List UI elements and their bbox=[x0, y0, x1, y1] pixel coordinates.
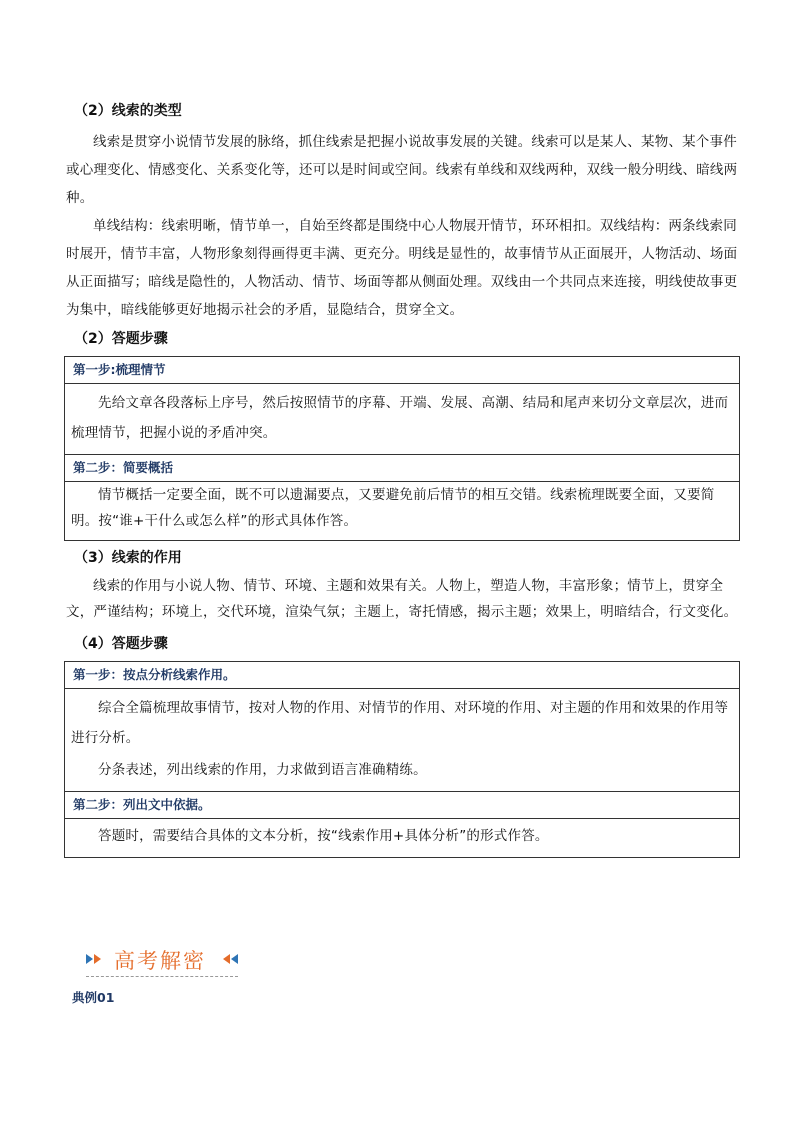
double-arrow-left-icon bbox=[231, 954, 238, 964]
section-heading-clue-types: （2）线索的类型 bbox=[74, 103, 182, 119]
step-body bbox=[65, 384, 739, 454]
step-title: 第二步：列出文中依据。 bbox=[65, 791, 739, 819]
section-heading-answer-steps-2: （4）答题步骤 bbox=[74, 636, 168, 652]
paragraph: 综合全篇梳理故事情节，按对人物的作用、对情节的作用、对环境的作用、对主题的作用和效果的作用等进行分析。 bbox=[71, 700, 729, 746]
steps-box bbox=[64, 356, 740, 541]
section-banner bbox=[86, 944, 238, 977]
document-body bbox=[64, 96, 740, 858]
paragraph: 线索是贯穿小说情节发展的脉络，抓住线索是把握小说故事发展的关键。线索可以是某人、某物、某个事件或心理变化、情感变化、关系变化等，还可以是时间或空间。线索有单线和双线两种，双线一般分明线、暗线两种。 bbox=[66, 134, 738, 206]
paragraph: 线索的作用与小说人物、情节、环境、主题和效果有关。人物上，塑造人物，丰富形象；情节上，贯穿全文，严谨结构；环境上，交代环境，渲染气氛；主题上，寄托情感，揭示主题；效果上，明暗结合，行文变化。 bbox=[66, 578, 738, 620]
double-arrow-left-icon bbox=[223, 954, 230, 964]
double-arrow-right-icon bbox=[86, 954, 93, 964]
step-title: 第一步：按点分析线索作用。 bbox=[65, 662, 739, 689]
paragraph: 分条表述，列出线索的作用，力求做到语言准确精练。 bbox=[98, 762, 427, 778]
step-title: 第一步:梳理情节 bbox=[65, 357, 739, 384]
steps-box bbox=[64, 661, 740, 858]
paragraph: 单线结构：线索明晰，情节单一，自始至终都是围绕中心人物展开情节，环环相扣。双线结构：两条线索同时展开，情节丰富，人物形象刻得画得更丰满、更充分。明线是显性的，故事情节从正面展开，人物活动、场面从正面描写；暗线是隐性的，人物活动、情节、场面等都从侧面处理。双线由一个共同点来连接，明线使故事更为集中，暗线能够更好地揭示社会的矛盾，显隐结合，贯穿全文。 bbox=[66, 218, 738, 318]
section-heading-answer-steps: （2）答题步骤 bbox=[74, 331, 168, 347]
banner-title: 高考解密 bbox=[114, 949, 206, 973]
step-body bbox=[65, 689, 739, 791]
step-body bbox=[65, 819, 739, 857]
section-heading-clue-functions: （3）线索的作用 bbox=[74, 550, 182, 566]
step-body bbox=[65, 482, 739, 540]
step-title: 第二步：简要概括 bbox=[65, 454, 739, 482]
example-label: 典例01 bbox=[72, 990, 115, 1005]
double-arrow-right-icon bbox=[94, 954, 101, 964]
paragraph: 先给文章各段落标上序号，然后按照情节的序幕、开端、发展、高潮、结局和尾声来切分文章层次，进而梳理情节，把握小说的矛盾冲突。 bbox=[71, 395, 729, 441]
paragraph: 情节概括一定要全面，既不可以遗漏要点，又要避免前后情节的相互交错。线索梳理既要全面，又要简明。按“谁+干什么或怎么样”的形式具体作答。 bbox=[71, 487, 715, 529]
paragraph: 答题时，需要结合具体的文本分析，按“线索作用+具体分析”的形式作答。 bbox=[98, 828, 549, 844]
